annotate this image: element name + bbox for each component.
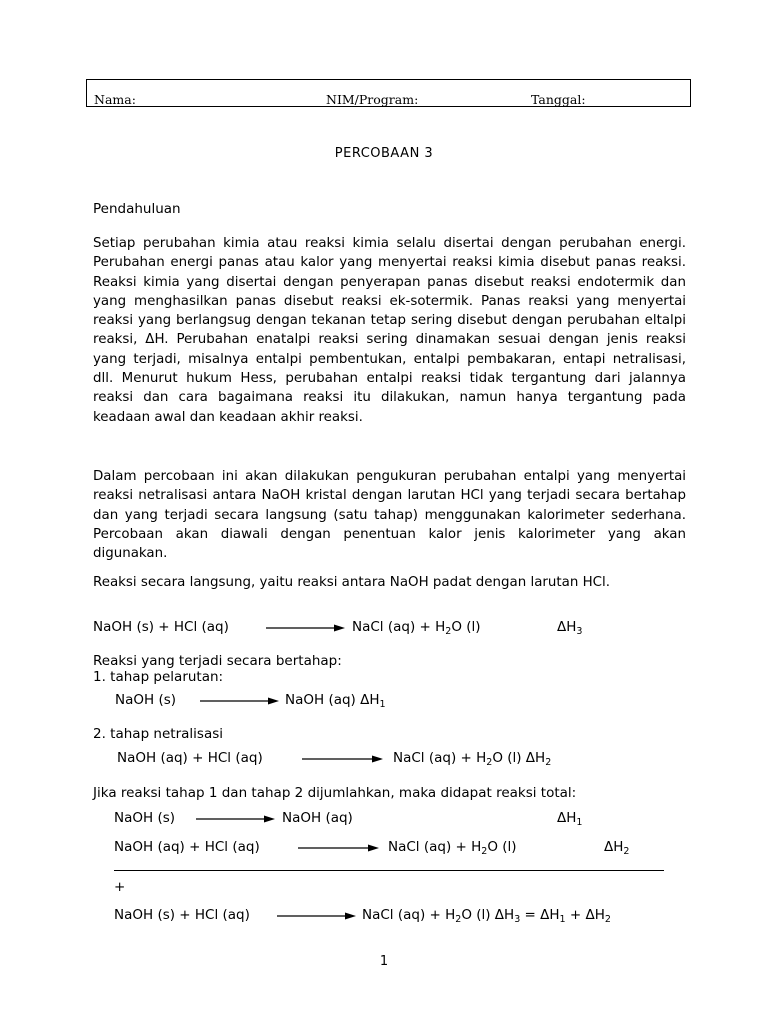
section-heading: Pendahuluan (93, 201, 181, 217)
step2-arrow (302, 755, 384, 763)
header-box (86, 79, 691, 107)
nim-program-label: NIM/Program: (326, 92, 419, 107)
direct-eq-right: NaCl $(aq) + H_2O$ (l) (352, 619, 481, 637)
page-number: 1 (379, 954, 389, 969)
step2-left: NaOH (aq) + HCl (aq) (117, 750, 263, 766)
paragraph-intro: Setiap perubahan kimia atau reaksi kimia selalu disertai dengan perubahan energi. Perubahan energi panas atau kalor yang menyertai reaksi kimia disebut panas reaksi. Reaksi kimia yang disertai dengan penyerapan panas disebut reaksi endotermik dan yang menghasilkan panas disebut reaksi ek-sotermik. Panas reaksi yang menyertai reaksi yang berlangsug dengan tekanan tetap sering disebut dengan perubahan eltalpi reaksi, ΔH. Perubahan enatalpi reaksi sering dinamakan sesuai dengan jenis reaksi yang terjadi, misalnya entalpi pembentukan, entalpi pembakaran, entapi netralisasi, dll. Menurut hukum Hess, perubahan entalpi reaksi tidak tergantung dari jalannya reaksi dan cara bagaimana reaksi itu dilakukan, namun hanya tergantung pada keadaan awal dan keadaan akhir reaksi. (93, 236, 686, 425)
direct-eq-left: NaOH (s) + HCl (aq) (93, 619, 229, 635)
total-row1-dh: $\Delta H_1$ (557, 810, 583, 828)
direct-reaction-intro: Reaksi secara langsung, yaitu reaksi antara NaOH padat dengan larutan HCl. (93, 575, 610, 590)
paragraph-experiment: Dalam percobaan ini akan dilakukan pengukuran perubahan entalpi yang menyertai reaksi netralisasi antara NaOH kristal dengan larutan HCl yang terjadi secara bertahap dan yang terjadi secara langsung (satu tahap) menggunakan kalorimeter sederhana. Percobaan akan diawali dengan penentuan kalor jenis kalorimeter yang akan digunakan. (93, 469, 686, 562)
total-row1-arrow (196, 815, 276, 823)
summation-plus: + (114, 879, 126, 895)
total-row2-dh: $\Delta H_2$ (604, 839, 630, 857)
total-sum-arrow (277, 912, 357, 920)
total-sum-left: NaOH (s) + HCl (aq) (114, 907, 250, 923)
total-row2-right: NaCl $(aq) + H_2O$ (l) (388, 839, 517, 857)
summation-rule (114, 870, 664, 871)
total-row2-arrow (298, 844, 380, 852)
step2-label: 2. tahap netralisasi (93, 726, 223, 742)
step1-left: NaOH (s) (115, 692, 177, 708)
step1-label: 1. tahap pelarutan: (93, 669, 224, 685)
direct-eq-arrow (266, 624, 346, 632)
total-sum-right: NaCl $(aq) + H_2O$ (l) $\Delta H_3 = \Delta H_1 + \Delta H_2$ (362, 907, 611, 925)
stepwise-intro: Reaksi yang terjadi secara bertahap: (93, 653, 342, 669)
total-row1-right: NaOH (aq) (282, 810, 353, 826)
total-row2-left: NaOH (aq) + HCl (aq) (114, 839, 260, 855)
nama-label: Nama: (94, 92, 136, 107)
step1-right: NaOH (aq) $\Delta H_1$ (285, 692, 386, 710)
step1-arrow (200, 697, 280, 705)
page-title: PERCOBAAN 3 (334, 146, 434, 161)
tanggal-label: Tanggal: (531, 92, 586, 107)
direct-eq-dh: $\Delta H_3$ (557, 619, 583, 637)
total-intro: Jika reaksi tahap 1 dan tahap 2 dijumlahkan, maka didapat reaksi total: (93, 785, 577, 801)
total-row1-left: NaOH (s) (114, 810, 176, 826)
step2-right: NaCl $(aq) + H_2O$ (l) $\Delta H_2$ (393, 750, 552, 768)
